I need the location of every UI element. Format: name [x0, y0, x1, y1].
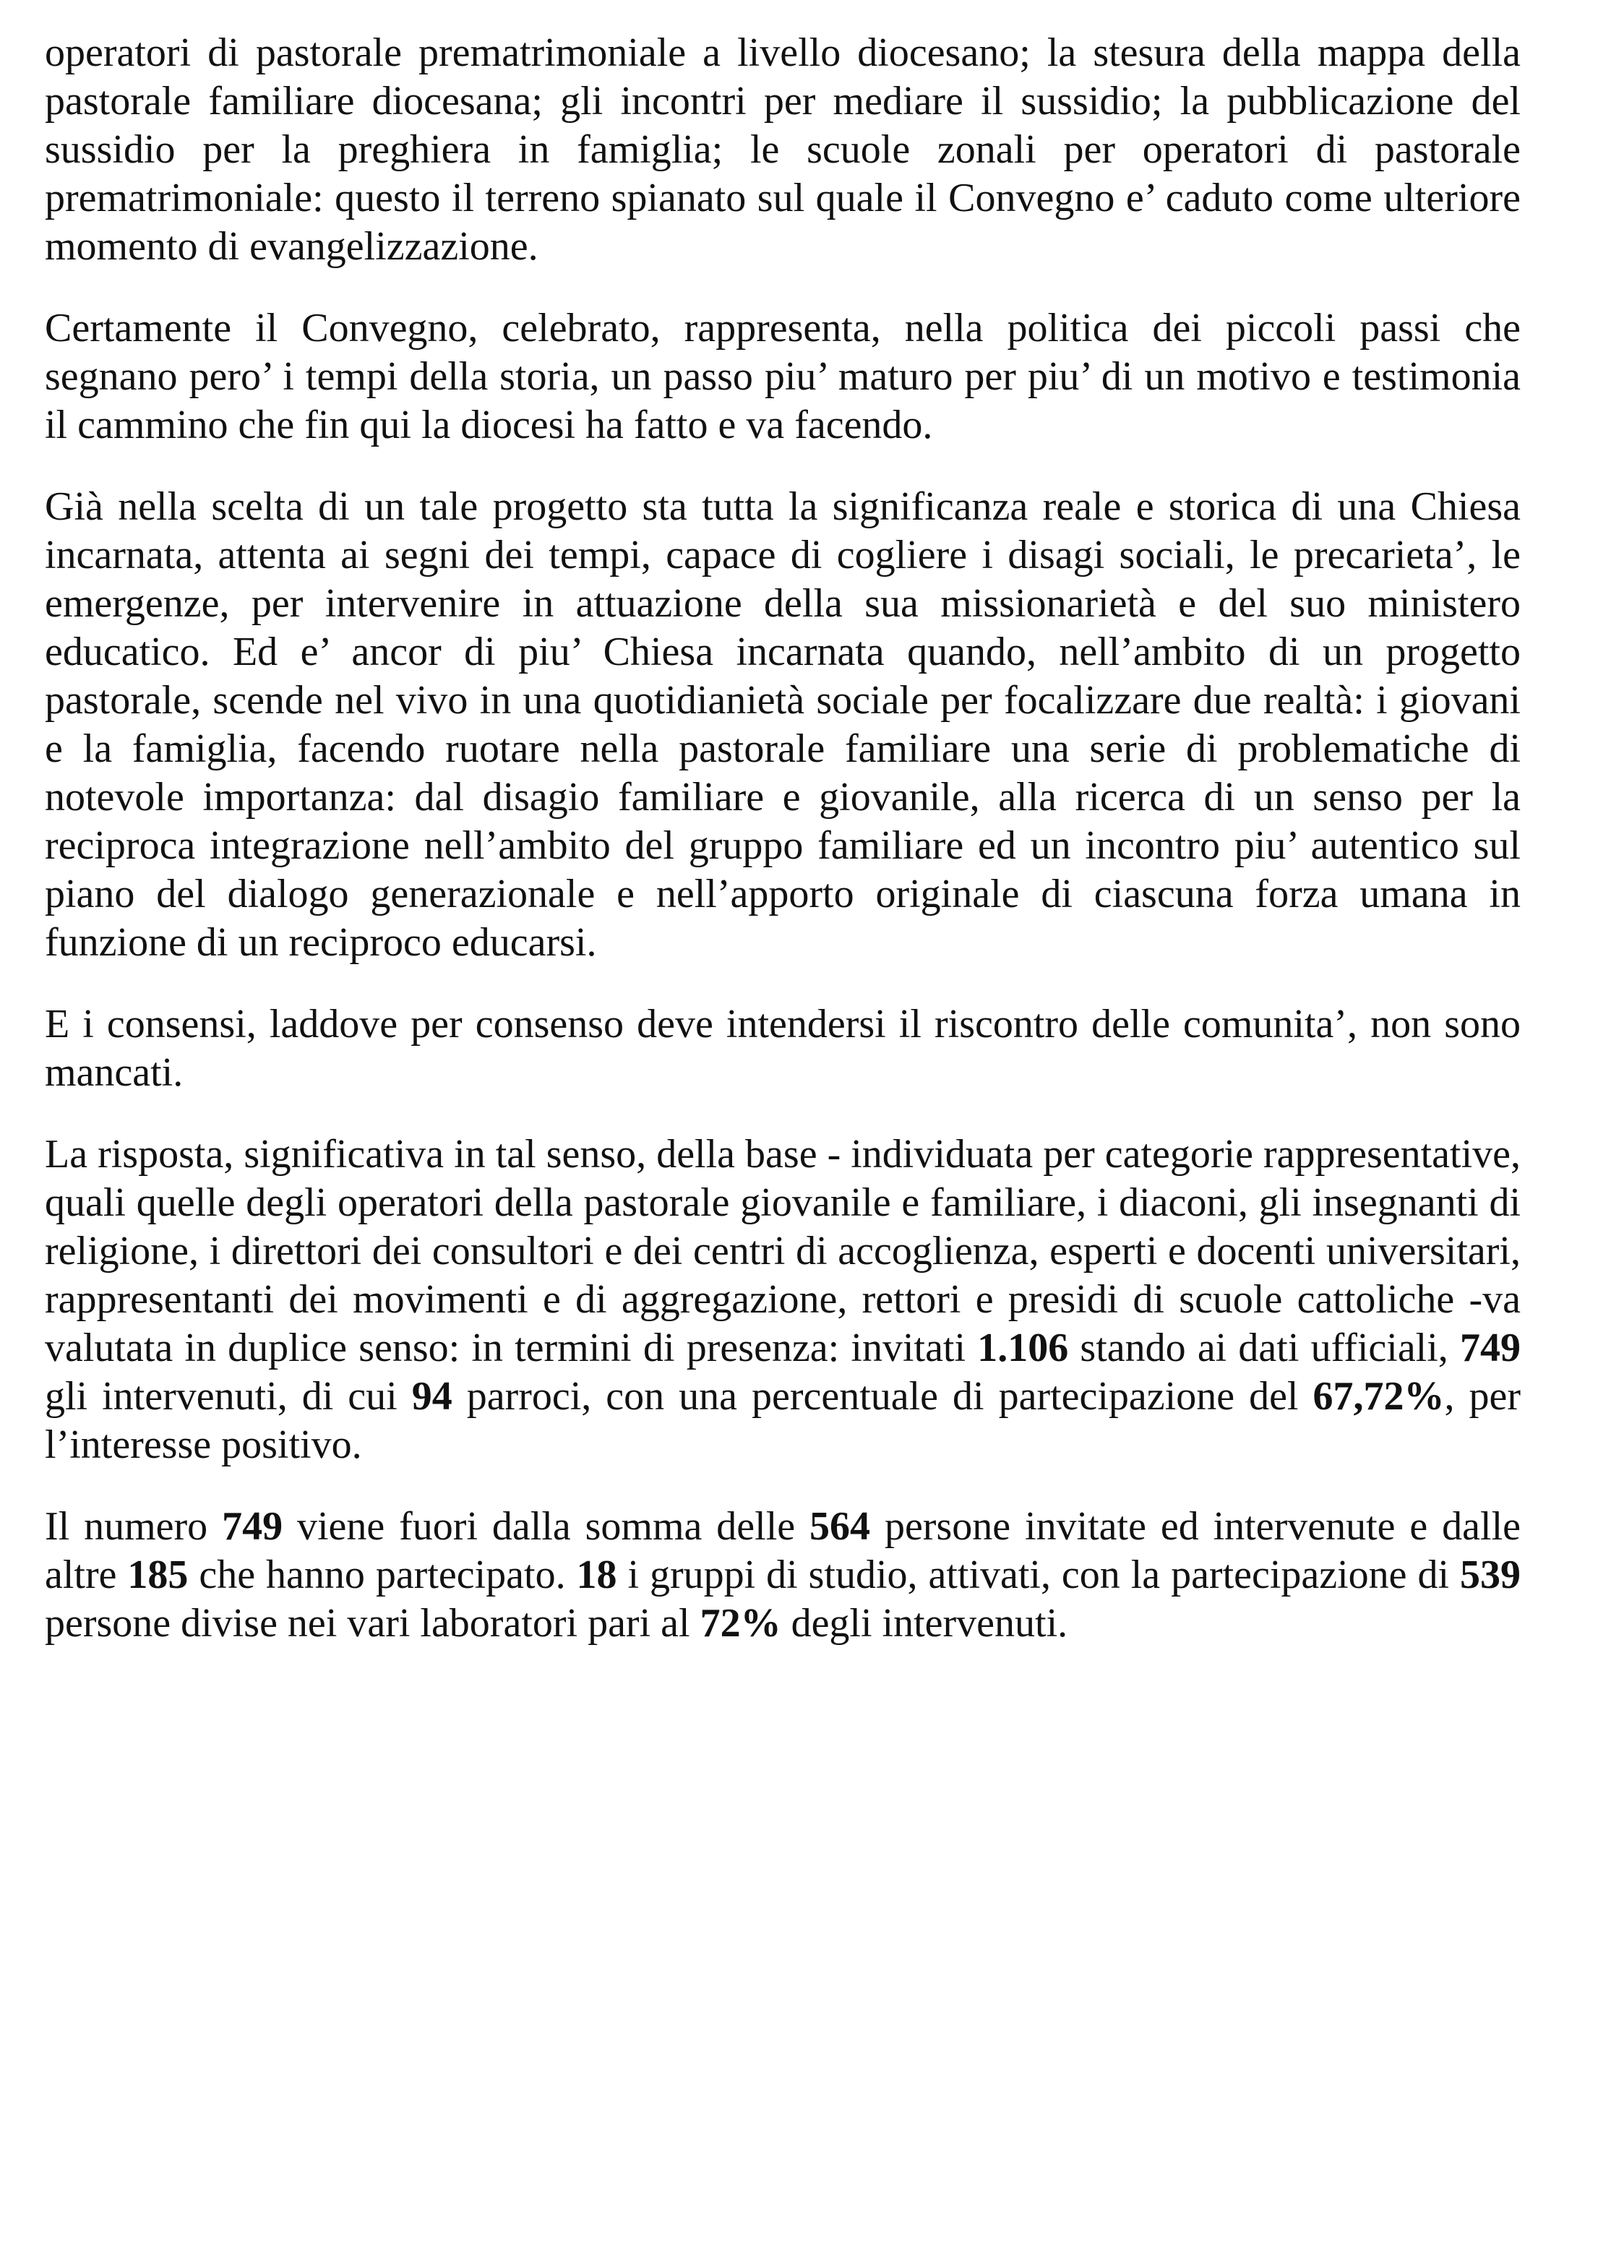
- paragraph-1: [45, 29, 1521, 271]
- paragraph-4: [45, 1000, 1521, 1097]
- paragraph-2: [45, 304, 1521, 450]
- text-run: che hanno partecipato.: [188, 1552, 577, 1597]
- bold-figure: 18: [576, 1552, 617, 1597]
- text-run: degli intervenuti.: [781, 1601, 1068, 1646]
- text-run: Certamente il Convegno, celebrato, rappresenta, nella politica dei piccoli passi che segnano pero’ i tempi della storia, un passo piu’ maturo per piu’ di un motivo e testimonia il cammino che fin qui la diocesi ha fatto e va facendo.: [45, 306, 1521, 447]
- bold-figure: 564: [809, 1504, 871, 1549]
- bold-figure: 749: [222, 1504, 283, 1549]
- text-run: gli intervenuti, di cui: [45, 1374, 412, 1419]
- bold-figure: 94: [411, 1374, 452, 1419]
- text-run: viene fuori dalla somma delle: [283, 1504, 810, 1549]
- bold-figure: 185: [127, 1552, 189, 1597]
- paragraph-6: [45, 1503, 1521, 1648]
- text-run: stando ai dati ufficiali,: [1068, 1326, 1460, 1370]
- text-run: , per l’interesse positivo.: [45, 1374, 1521, 1467]
- paragraph-3: [45, 483, 1521, 967]
- text-run: operatori di pastorale prematrimoniale a livello diocesano; la stesura della mappa della pastorale familiare diocesana; gli incontri per mediare il sussidio; la pubblicazione del sussidio per la preghiera in famiglia; le scuole zonali per operatori di pastorale prematrimoniale: questo il terreno spianato sul quale il Convegno e’ caduto come ulteriore momento di evangelizzazione.: [45, 30, 1521, 269]
- text-run: Già nella scelta di un tale progetto sta tutta la significanza reale e storica di una Chiesa incarnata, attenta ai segni dei tempi, capace di cogliere i disagi sociali, le precarieta’, le emergenze, per intervenire in attuazione della sua missionarietà e del suo ministero educatico. Ed e’ ancor di piu’ Chiesa incarnata quando, nell’ambito di un progetto pastorale, scende nel vivo in una quotidianietà sociale per focalizzare due realtà: i giovani e la famiglia, facendo ruotare nella pastorale familiare una serie di problematiche di notevole importanza: dal disagio familiare e giovanile, alla ricerca di un senso per la reciproca integrazione nell’ambito del gruppo familiare ed un incontro piu’ autentico sul piano del dialogo generazionale e nell’apporto originale di ciascuna forza umana in funzione di un reciproco educarsi.: [45, 484, 1521, 965]
- text-run: La risposta, significativa in tal senso, della base - individuata per categorie rappresentative, quali quelle degli operatori della pastorale giovanile e familiare, i diaconi, gli insegnanti di religione, i direttori dei consultori e dei centri di accoglienza, esperti e docenti universitari, rappresentanti dei movimenti e di aggregazione, rettori e presidi di scuole cattoliche -va valutata in duplice senso: in termini di presenza: invitati: [45, 1132, 1521, 1370]
- text-run: persone divise nei vari laboratori pari al: [45, 1601, 700, 1646]
- bold-figure: 67,72%: [1312, 1374, 1445, 1419]
- text-run: parroci, con una percentuale di partecipazione del: [452, 1374, 1313, 1419]
- bold-figure: 539: [1460, 1552, 1521, 1597]
- text-run: E i consensi, laddove per consenso deve intendersi il riscontro delle comunita’, non sono mancati.: [45, 1002, 1521, 1095]
- document-page: [45, 29, 1521, 1648]
- bold-figure: 72%: [700, 1601, 781, 1646]
- bold-figure: 1.106: [977, 1326, 1069, 1370]
- text-run: i gruppi di studio, attivati, con la partecipazione di: [616, 1552, 1460, 1597]
- bold-figure: 749: [1460, 1326, 1521, 1370]
- paragraph-5: [45, 1130, 1521, 1469]
- text-run: Il numero: [45, 1504, 223, 1549]
- text-run: persone invitate ed intervenute e dalle altre: [45, 1504, 1521, 1597]
